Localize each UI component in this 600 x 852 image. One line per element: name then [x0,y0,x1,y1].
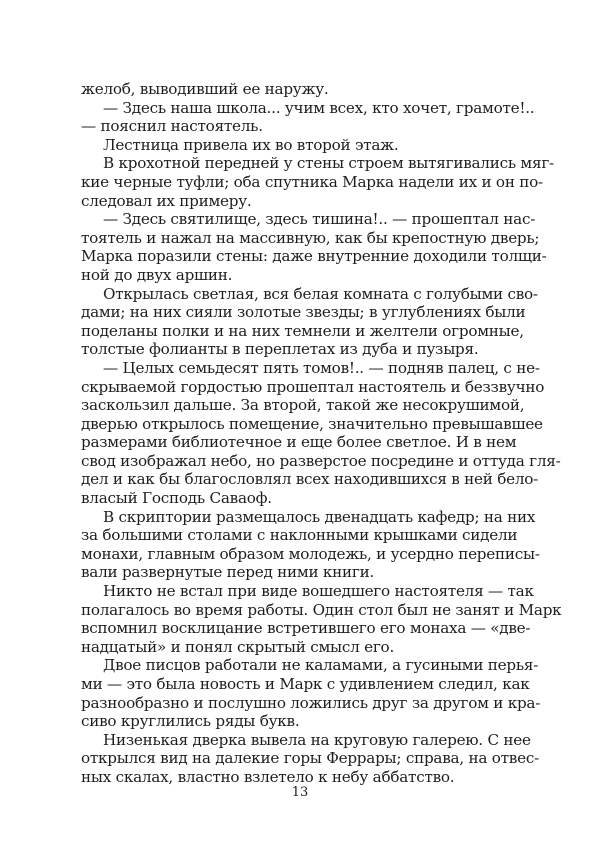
text-line: Лестница привела их во второй этаж. [103,135,399,154]
text-line: — Целых семьдесят пять томов!.. — подняв палец, с не- [103,358,540,377]
text-line: поделаны полки и на них темнели и желтели огромные, [81,321,524,340]
text-line: дел и как бы благословлял всех находившихся в ней бело- [81,470,539,489]
text-line: ной до двух аршин. [81,265,233,284]
text-line: надцатый» и понял скрытый смысл его. [81,637,395,656]
text-line: желоб, выводивший ее наружу. [81,80,329,98]
text-line: В скриптории размещалось двенадцать кафедр; на них [103,507,536,526]
text-line: — пояснил настоятель. [81,117,263,136]
text-line: ми — это была новость и Марк с удивлением следил, как [81,675,530,693]
text-line: Марка поразили стены: даже внутренние доходили толщи- [81,247,547,266]
text-line: тоятель и нажал на массивную, как бы крепостную дверь; [81,228,540,247]
text-line: следовал их примеру. [81,191,252,210]
text-line: В крохотной передней у стены строем вытягивались мяг- [103,154,554,173]
text-line: Низенькая дверка вывела на круговую галерею. С нее [103,730,531,749]
text-line: полагалось во время работы. Один стол был не занят и Марк [81,600,562,619]
text-line: дверью открылось помещение, значительно превышавшее [81,414,543,433]
text-line: скрываемой гордостью прошептал настоятель и беззвучно [81,377,545,396]
text-line: заскользил дальше. За второй, такой же несокрушимой, [81,396,525,415]
text-line: ных скалах, властно взлетело к небу аббатство. [81,767,455,786]
text-line: кие черные туфли; оба спутника Марка надели их и он по- [81,172,543,191]
page-text [81,80,562,787]
text-line: Двое писцов работали не каламами, а гусиными перья- [103,656,539,675]
text-line: Никто не встал при виде вошедшего настоятеля — так [103,582,534,601]
text-line: свод изображал небо, но разверстое посредине и оттуда гля- [81,451,561,470]
text-line: монахи, главным образом молодежь, и усердно переписы- [81,544,540,563]
text-line: разнообразно и послушно ложились друг за другом и кра- [81,693,541,712]
text-line: — Здесь святилище, здесь тишина!.. — прошептал нас- [103,210,536,229]
text-line: за большими столами с наклонными крышками сидели [81,526,518,545]
text-line: размерами библиотечное и еще более светлое. И в нем [81,433,517,452]
text-line: власый Господь Саваоф. [81,489,272,508]
text-line: вспомнил восклицание встретившего его монаха — «две- [81,619,531,638]
page-number: 13 [291,785,309,800]
text-line: толстые фолианты в переплетах из дуба и пузыря. [81,340,479,359]
text-line: — Здесь наша школа... учим всех, кто хочет, грамоте!.. [103,98,535,117]
text-line: Открылась светлая, вся белая комната с голубыми сво- [103,284,538,303]
text-line: вали развернутые перед ними книги. [81,563,375,582]
text-line: сиво круглились ряды букв. [81,712,300,731]
text-line: открылся вид на далекие горы Феррары; справа, на отвес- [81,749,539,768]
text-line: дами; на них сияли золотые звезды; в углублениях были [81,303,526,322]
